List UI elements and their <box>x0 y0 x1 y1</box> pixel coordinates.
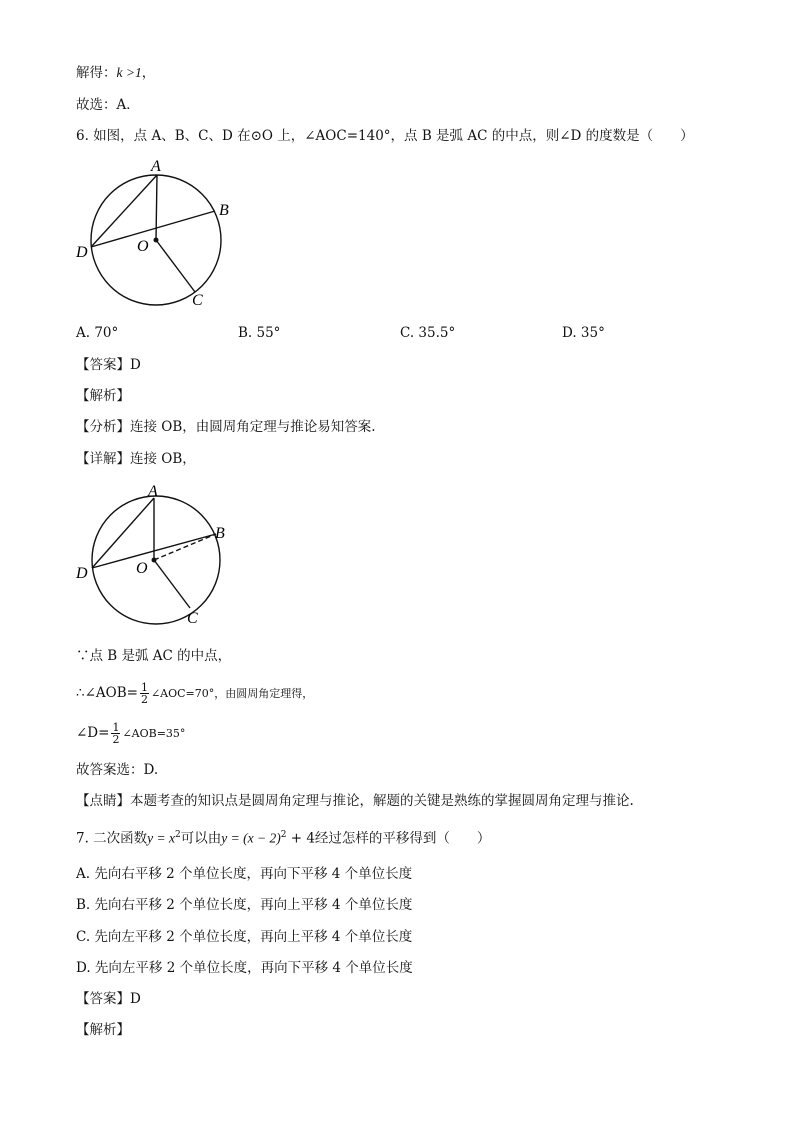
dianjing-6: 【点睛】本题考查的知识点是圆周角定理与推论，解题的关键是熟练的掌握圆周角定理与推论. <box>76 793 634 809</box>
label-b: B <box>215 525 225 542</box>
segment-da <box>92 498 154 568</box>
label-b: B <box>219 202 229 219</box>
circle-figure-2 <box>70 480 240 630</box>
label-a: A <box>148 483 158 500</box>
fraction-half: $\frac{1}{2}$ <box>140 681 148 706</box>
label-c: C <box>192 292 203 309</box>
center-point <box>154 238 159 243</box>
segment-db <box>91 211 215 247</box>
segment-oa <box>156 175 157 240</box>
q7-option-d: D. 先向左平移 2 个单位长度，再向下平移 4 个单位长度 <box>76 960 413 976</box>
angle-d-line: ∠D= $\frac{1}{2}$ ∠AOB=35° <box>76 721 186 746</box>
fenxi-6: 【分析】连接 OB，由圆周角定理与推论易知答案. <box>76 419 376 435</box>
label-d: D <box>76 565 88 582</box>
label-d: D <box>76 244 88 261</box>
fraction-half: $\frac{1}{2}$ <box>112 721 120 746</box>
question-7: 7. 二次函数$y = x^2$可以由$y = (x - 2)^2 + 4$经过怎样的平移得到（ ） <box>76 830 491 847</box>
answer-6: 【答案】D <box>76 357 141 373</box>
option-a: A. 70° <box>76 325 119 341</box>
analysis-7: 【解析】 <box>76 1022 130 1038</box>
label-o: O <box>137 238 149 255</box>
choose-6: 故答案选：D. <box>76 762 159 778</box>
answer-7: 【答案】D <box>76 991 141 1007</box>
option-d: D. 35° <box>562 325 605 341</box>
q7-option-c: C. 先向左平移 2 个单位长度，再向上平移 4 个单位长度 <box>76 929 413 945</box>
answer-choice-line: 故选：A． <box>76 97 140 113</box>
label-o: O <box>136 560 148 577</box>
therefore-line: ∴∠AOB= $\frac{1}{2}$ ∠AOC=70°，由圆周角定理得， <box>76 681 314 706</box>
option-c: C. 35.5° <box>400 325 456 341</box>
question-6: 6. 如图，点 A、B、C、D 在⊙O 上，∠AOC=140°，点 B 是弧 AC 的中点，则∠D 的度数是（ ） <box>76 128 694 144</box>
q7-option-a: A. 先向右平移 2 个单位长度，再向下平移 4 个单位长度 <box>76 866 413 882</box>
label-c: C <box>187 610 198 627</box>
analysis-6: 【解析】 <box>76 388 130 404</box>
option-b: B. 55° <box>238 325 281 341</box>
segment-da <box>91 175 157 247</box>
q7-option-b: B. 先向右平移 2 个单位长度，再向上平移 4 个单位长度 <box>76 897 413 913</box>
since-line: ∵点 B 是弧 AC 的中点， <box>76 648 232 664</box>
solution-line: 解得：k >1， <box>76 65 156 81</box>
xiangjie-6: 【详解】连接 OB， <box>76 451 196 467</box>
label-a: A <box>151 158 161 175</box>
segment-ob-dashed <box>154 534 216 560</box>
segment-oc <box>156 240 195 292</box>
center-point <box>152 558 157 563</box>
circle-figure-1 <box>70 155 240 315</box>
segment-oc <box>154 560 190 608</box>
